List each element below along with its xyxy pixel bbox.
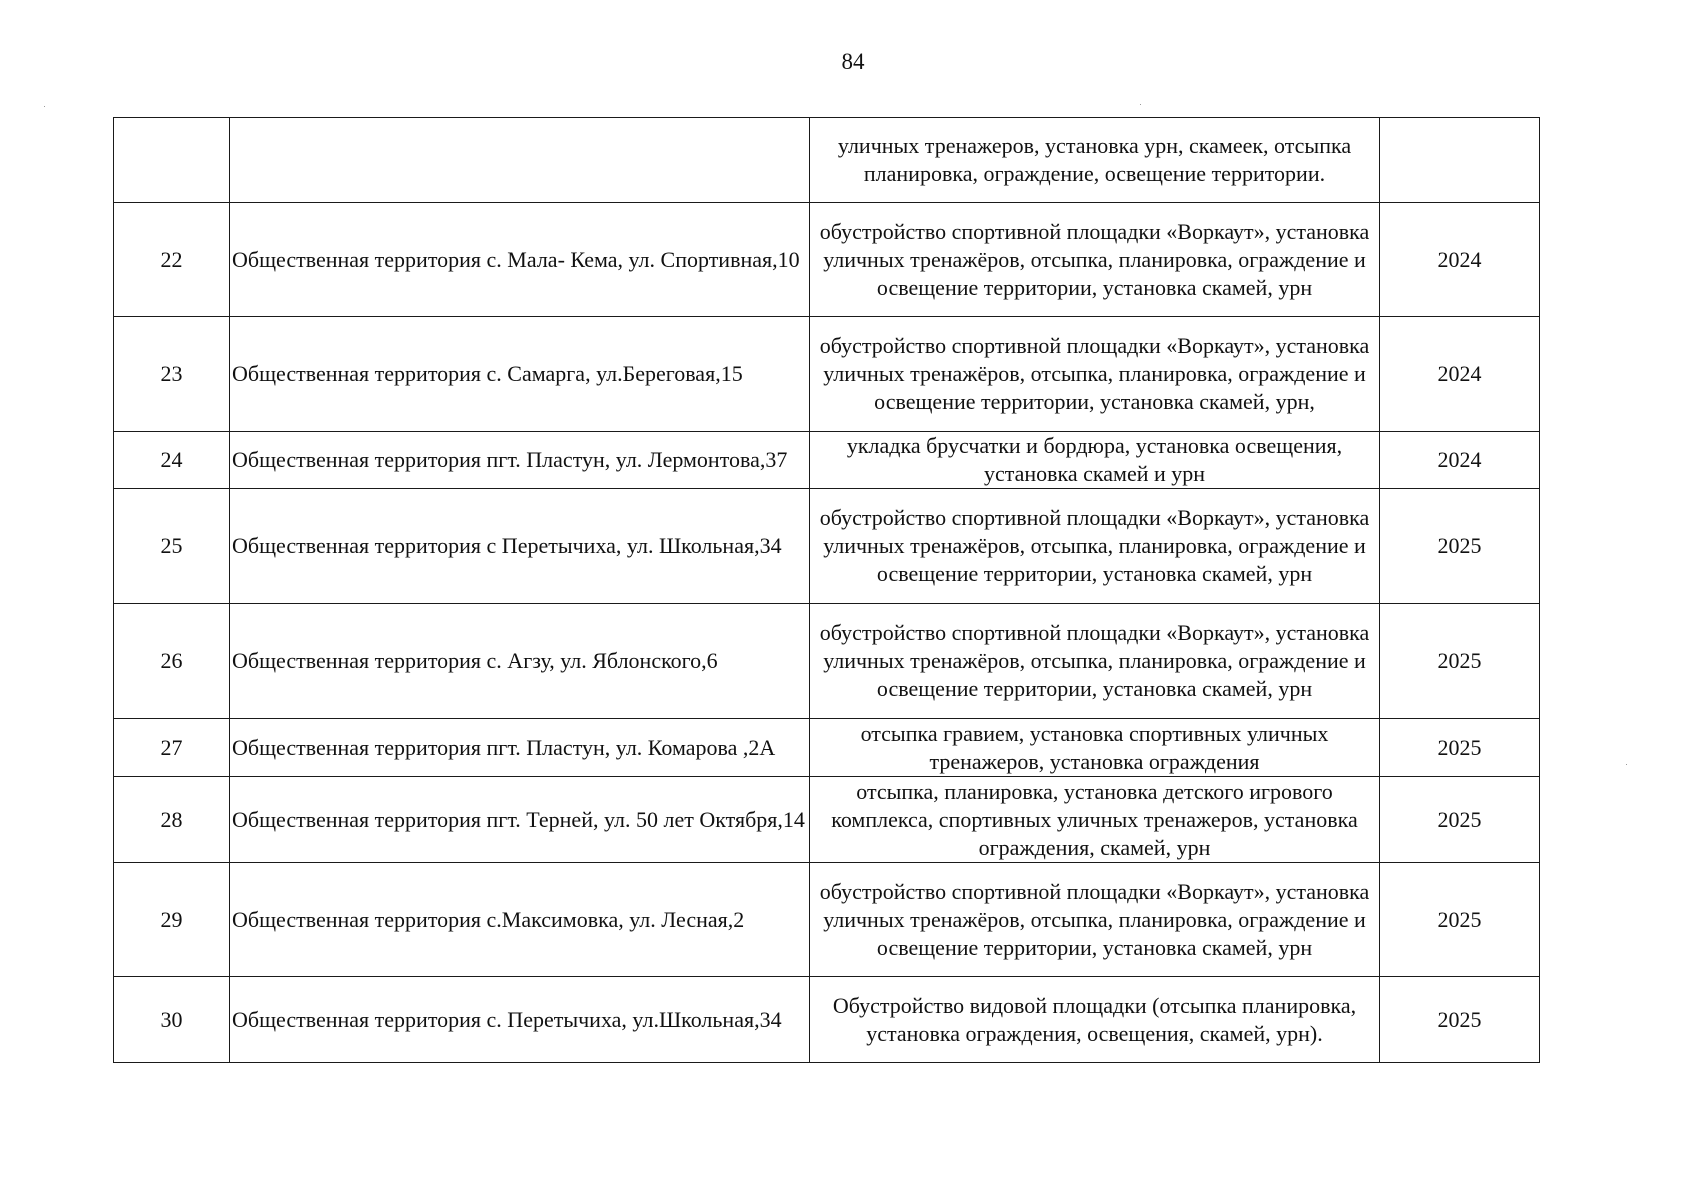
row-number-cell: 24: [114, 432, 230, 489]
territory-name-cell: Общественная территория пгт. Пластун, ул. Комарова ,2А: [230, 719, 810, 777]
table-row: [114, 604, 1540, 719]
row-number-cell: [114, 118, 230, 203]
territory-name-cell: Общественная территория пгт. Пластун, ул. Лермонтова,37: [230, 432, 810, 489]
works-description-cell: уличных тренажеров, установка урн, скамеек, отсыпка планировка, ограждение, освещение территории.: [810, 118, 1380, 203]
year-cell: 2025: [1380, 777, 1540, 863]
works-description-cell: обустройство спортивной площадки «Воркаут», установка уличных тренажёров, отсыпка, планировка, ограждение и освещение территории, установка скамей, урн,: [810, 317, 1380, 432]
year-cell: 2025: [1380, 977, 1540, 1063]
year-cell: 2024: [1380, 432, 1540, 489]
works-description-cell: обустройство спортивной площадки «Воркаут», установка уличных тренажёров, отсыпка, планировка, ограждение и освещение территории, установка скамей, урн: [810, 604, 1380, 719]
year-cell: 2024: [1380, 203, 1540, 317]
territory-name-cell: Общественная территория с. Самарга, ул.Береговая,15: [230, 317, 810, 432]
works-description-cell: отсыпка, планировка, установка детского игрового комплекса, спортивных уличных тренажеров, установка ограждения, скамей, урн: [810, 777, 1380, 863]
territory-name-cell: Общественная территория с Перетычиха, ул. Школьная,34: [230, 489, 810, 604]
works-description-cell: отсыпка гравием, установка спортивных уличных тренажеров, установка ограждения: [810, 719, 1380, 777]
year-cell: 2025: [1380, 604, 1540, 719]
territory-name-cell: [230, 118, 810, 203]
territory-name-cell: Общественная территория с. Агзу, ул. Яблонского,6: [230, 604, 810, 719]
row-number-cell: 30: [114, 977, 230, 1063]
table-row: [114, 118, 1540, 203]
territory-name-cell: Общественная территория с. Перетычиха, ул.Школьная,34: [230, 977, 810, 1063]
row-number-cell: 28: [114, 777, 230, 863]
scan-speck: [44, 106, 45, 107]
row-number-cell: 27: [114, 719, 230, 777]
row-number-cell: 26: [114, 604, 230, 719]
works-description-cell: Обустройство видовой площадки (отсыпка планировка, установка ограждения, освещения, скамей, урн).: [810, 977, 1380, 1063]
works-description-cell: обустройство спортивной площадки «Воркаут», установка уличных тренажёров, отсыпка, планировка, ограждение и освещение территории, установка скамей, урн: [810, 489, 1380, 604]
works-description-cell: укладка брусчатки и бордюра, установка освещения, установка скамей и урн: [810, 432, 1380, 489]
row-number-cell: 22: [114, 203, 230, 317]
territories-table: [113, 117, 1540, 1063]
territory-name-cell: Общественная территория с. Мала- Кема, ул. Спортивная,10: [230, 203, 810, 317]
table-row: [114, 489, 1540, 604]
table-row: [114, 719, 1540, 777]
row-number-cell: 23: [114, 317, 230, 432]
row-number-cell: 29: [114, 863, 230, 977]
year-cell: 2024: [1380, 317, 1540, 432]
page-number: 84: [841, 49, 865, 74]
year-cell: [1380, 118, 1540, 203]
year-cell: 2025: [1380, 489, 1540, 604]
year-cell: 2025: [1380, 863, 1540, 977]
scan-speck: [1140, 104, 1141, 105]
territory-name-cell: Общественная территория пгт. Терней, ул. 50 лет Октября,14: [230, 777, 810, 863]
table-row: [114, 203, 1540, 317]
scan-speck: [1626, 764, 1627, 765]
table-row: [114, 777, 1540, 863]
works-description-cell: обустройство спортивной площадки «Воркаут», установка уличных тренажёров, отсыпка, планировка, ограждение и освещение территории, установка скамей, урн: [810, 863, 1380, 977]
year-cell: 2025: [1380, 719, 1540, 777]
works-description-cell: обустройство спортивной площадки «Воркаут», установка уличных тренажёров, отсыпка, планировка, ограждение и освещение территории, установка скамей, урн: [810, 203, 1380, 317]
table-row: [114, 863, 1540, 977]
row-number-cell: 25: [114, 489, 230, 604]
table-row: [114, 317, 1540, 432]
territory-name-cell: Общественная территория с.Максимовка, ул. Лесная,2: [230, 863, 810, 977]
table-row: [114, 977, 1540, 1063]
table-row: [114, 432, 1540, 489]
